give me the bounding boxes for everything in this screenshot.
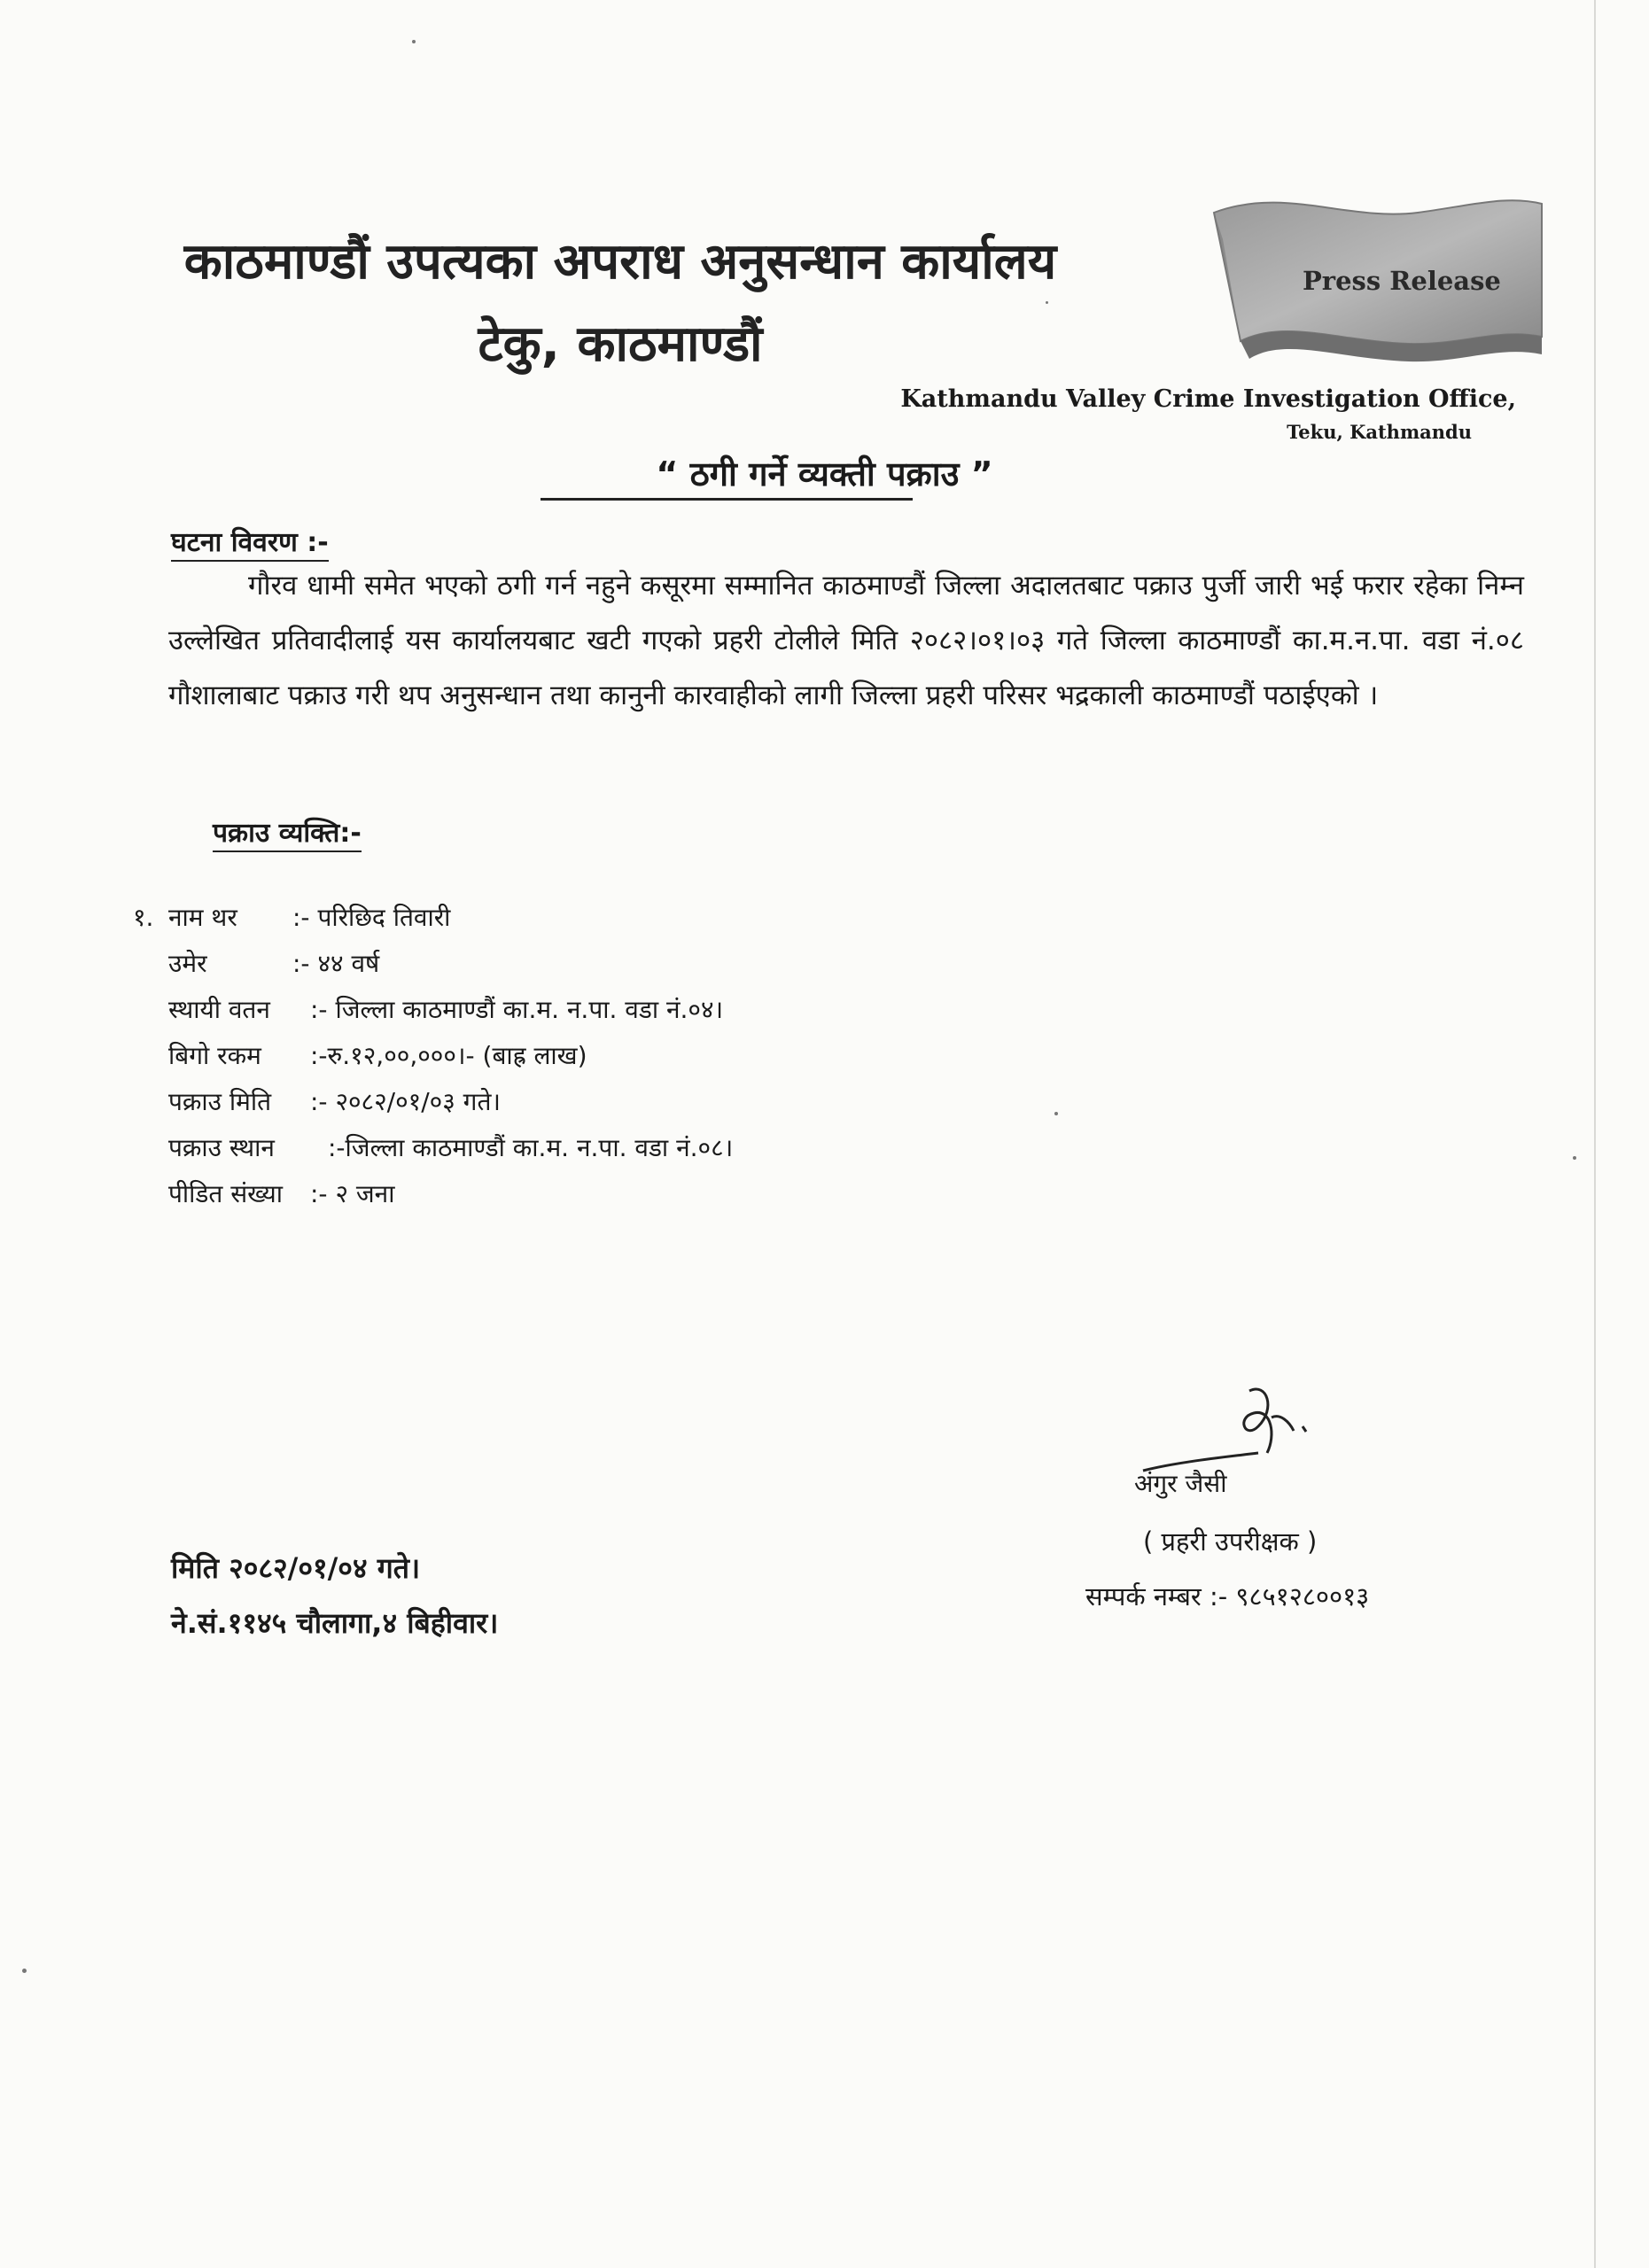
press-release-label: Press Release xyxy=(1303,266,1501,296)
detail-label: पक्राउ मिति xyxy=(168,1087,272,1116)
detail-row-amount xyxy=(168,1033,733,1079)
detail-value: :- ४४ वर्ष xyxy=(292,949,380,978)
scan-speck xyxy=(412,40,416,43)
detail-row-arrest-place xyxy=(168,1125,733,1171)
detail-value: :- जिल्ला काठमाण्डौं का.म. न.पा. वडा नं.०४। xyxy=(310,995,724,1024)
detail-label: उमेर xyxy=(168,949,207,978)
nepal-sambat-date: ने.सं.११४५ चौलागा,४ बिहीवार। xyxy=(171,1606,499,1640)
detail-row-arrest-date xyxy=(168,1079,733,1125)
scan-speck xyxy=(1054,1112,1058,1115)
detail-label: बिगो रकम xyxy=(168,1041,261,1070)
incident-text: गौरव धामी समेत भएको ठगी गर्न नहुने कसूरमा सम्मानित काठमाण्डौं जिल्ला अदालतबाट पक्राउ पुर्जी जारी भई फरार रहेका निम्न उल्लेखित प्रतिवादीलाई यस कार्यालयबाट खटी गएको प्रहरी टोलीले मिति २०८२।०१।०३ गते जिल्ला काठमाण्डौं का.म.न.पा. वडा नं.०८ गौशालाबाट पक्राउ गरी थप अनुसन्धान तथा कानुनी कारवाहीको लागी जिल्ला प्रहरी परिसर भद्रकाली काठमाण्डौं पठाईएको । xyxy=(168,570,1524,711)
scan-speck xyxy=(1046,301,1048,304)
arrested-number: १. xyxy=(133,903,154,932)
detail-value: :- परिछिद तिवारी xyxy=(292,903,451,932)
scan-edge xyxy=(1594,0,1596,2268)
office-title-english: Kathmandu Valley Crime Investigation Office, xyxy=(900,385,1516,413)
arrested-details xyxy=(168,895,733,1217)
office-title-nepali: काठमाण्डौं उपत्यका अपराध अनुसन्धान कार्यालय xyxy=(183,233,1057,291)
scan-speck xyxy=(1573,1156,1576,1160)
subject-heading: “ ठगी गर्ने व्यक्ती पक्राउ ” xyxy=(656,454,993,493)
signatory-title: ( प्रहरी उपरीक्षक ) xyxy=(1143,1526,1318,1557)
arrested-section xyxy=(213,813,362,850)
detail-value: :- २ जना xyxy=(310,1179,395,1208)
contact-number: सम्पर्क नम्बर :- ९८५१२८००१३ xyxy=(1085,1581,1370,1612)
detail-value: :-रु.१२,००,०००।- (बाह्र लाख) xyxy=(310,1041,587,1070)
incident-section xyxy=(171,523,329,559)
detail-row-age xyxy=(168,941,733,987)
subject-underline xyxy=(541,498,913,501)
incident-heading: घटना विवरण :- xyxy=(171,527,329,562)
detail-label: स्थायी वतन xyxy=(168,995,270,1024)
detail-label: पीडित संख्या xyxy=(168,1179,284,1208)
detail-value: :- २०८२/०१/०३ गते। xyxy=(310,1087,502,1116)
detail-row-address xyxy=(168,987,733,1033)
scan-speck xyxy=(22,1969,27,1973)
detail-label: पक्राउ स्थान xyxy=(168,1133,275,1162)
detail-row-name xyxy=(168,895,733,941)
detail-row-victims xyxy=(168,1171,733,1217)
detail-label: नाम थर xyxy=(168,903,237,932)
arrested-heading: पक्राउ व्यक्ति:- xyxy=(213,818,362,852)
incident-text-block xyxy=(168,558,1524,723)
signatory-name: अंगुर जैसी xyxy=(1134,1469,1227,1498)
release-date: मिति २०८२/०१/०४ गते। xyxy=(171,1551,421,1585)
office-location-nepali: टेकु, काठमाण्डौं xyxy=(478,315,763,373)
detail-value: :-जिल्ला काठमाण्डौं का.म. न.पा. वडा नं.०८। xyxy=(328,1133,734,1162)
office-location-english: Teku, Kathmandu xyxy=(1287,421,1472,443)
